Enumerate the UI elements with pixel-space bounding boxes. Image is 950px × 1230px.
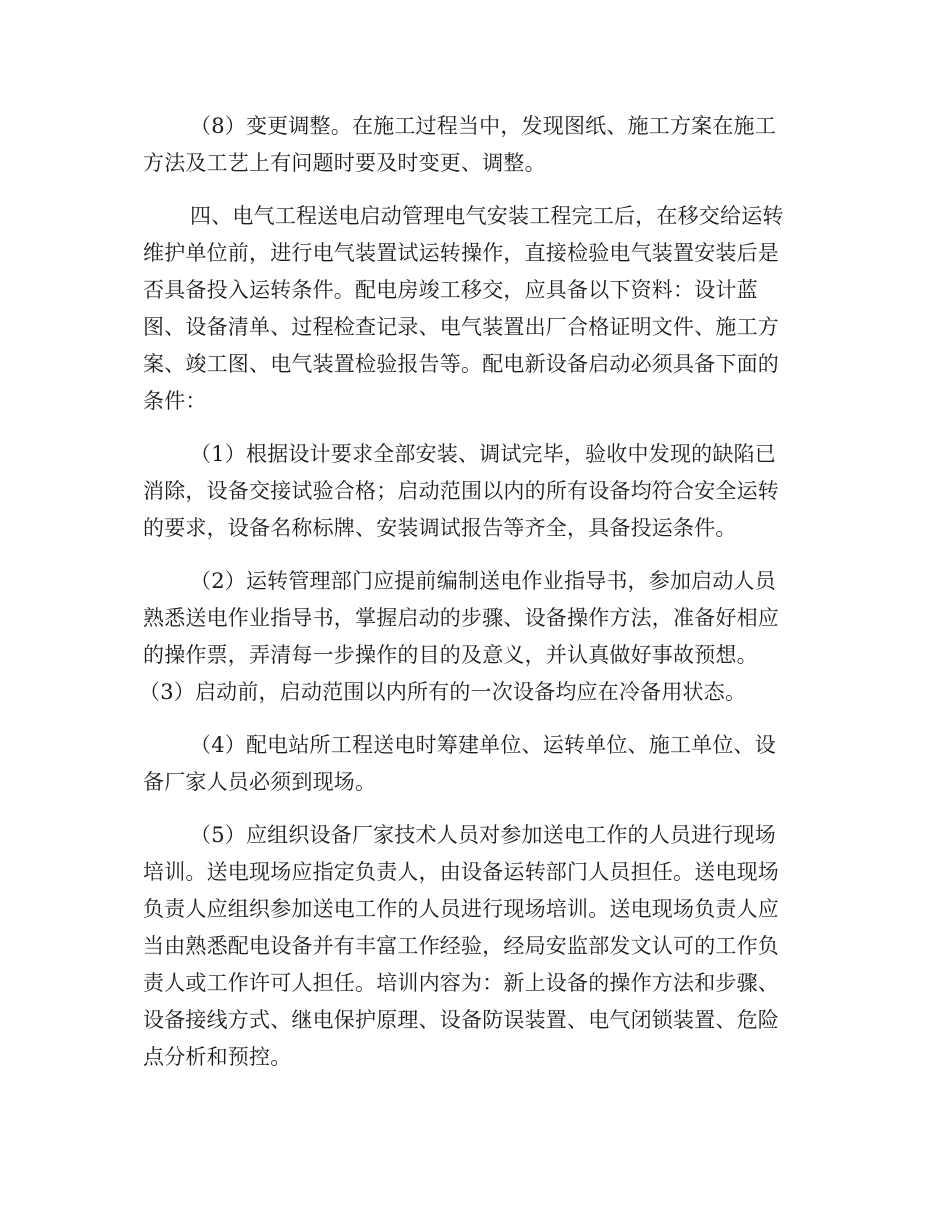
paragraph-4-line-2: 熟悉送电作业指导书，掌握启动的步骤、设备操作方法，准备好相应 xyxy=(143,606,779,630)
paragraph-5-line-1: （4）配电站所工程送电时筹建单位、运转单位、施工单位、设 xyxy=(190,733,776,757)
paragraph-3-line-2: 消除，设备交接试验合格；启动范围以内的所有设备均符合安全运转 xyxy=(143,479,779,503)
paragraph-6-line-5: 责人或工作许可人担任。培训内容为：新上设备的操作方法和步骤、 xyxy=(143,971,779,995)
paragraph-6-line-3: 负责人应组织参加送电工作的人员进行现场培训。送电现场负责人应 xyxy=(143,897,779,921)
paragraph-6-line-1: （5）应组织设备厂家技术人员对参加送电工作的人员进行现场 xyxy=(190,823,776,847)
paragraph-3-line-3: 的要求，设备名称标牌、安装调试报告等齐全，具备投运条件。 xyxy=(143,516,737,540)
paragraph-2-line-3: 否具备投入运转条件。配电房竣工移交，应具备以下资料：设计蓝 xyxy=(143,278,758,302)
paragraph-3-line-1: （1）根据设计要求全部安装、调试完毕，验收中发现的缺陷已 xyxy=(190,442,776,466)
paragraph-2-line-5: 案、竣工图、电气装置检验报告等。配电新设备启动必须具备下面的 xyxy=(143,352,779,376)
paragraph-1-line-1: （8）变更调整。在施工过程当中，发现图纸、施工方案在施工 xyxy=(190,114,776,138)
paragraph-5-line-2: 备厂家人员必须到现场。 xyxy=(143,770,377,794)
paragraph-2-line-6: 条件： xyxy=(143,389,207,413)
paragraph-1-line-2: 方法及工艺上有问题时要及时变更、调整。 xyxy=(143,151,546,175)
paragraph-2-line-1: 四、电气工程送电启动管理电气安装工程完工后，在移交给运转 xyxy=(190,204,784,228)
paragraph-4-line-3: 的操作票，弄清每一步操作的目的及意义，并认真做好事故预想。 xyxy=(143,643,758,667)
paragraph-4-line-4: （3）启动前，启动范围以内所有的一次设备均应在冷备用状态。 xyxy=(139,680,747,704)
paragraph-6-line-2: 培训。送电现场应指定负责人，由设备运转部门人员担任。送电现场 xyxy=(143,860,779,884)
paragraph-2-line-4: 图、设备清单、过程检查记录、电气装置出厂合格证明文件、施工方 xyxy=(143,315,779,339)
paragraph-6-line-4: 当由熟悉配电设备并有丰富工作经验，经局安监部发文认可的工作负 xyxy=(143,934,779,958)
paragraph-4-line-1: （2）运转管理部门应提前编制送电作业指导书，参加启动人员 xyxy=(190,569,776,593)
paragraph-6-line-6: 设备接线方式、继电保护原理、设备防误装置、电气闭锁装置、危险 xyxy=(143,1008,779,1032)
paragraph-2-line-2: 维护单位前，进行电气装置试运转操作，直接检验电气装置安装后是 xyxy=(143,241,779,265)
paragraph-6-line-7: 点分析和预控。 xyxy=(143,1045,292,1069)
